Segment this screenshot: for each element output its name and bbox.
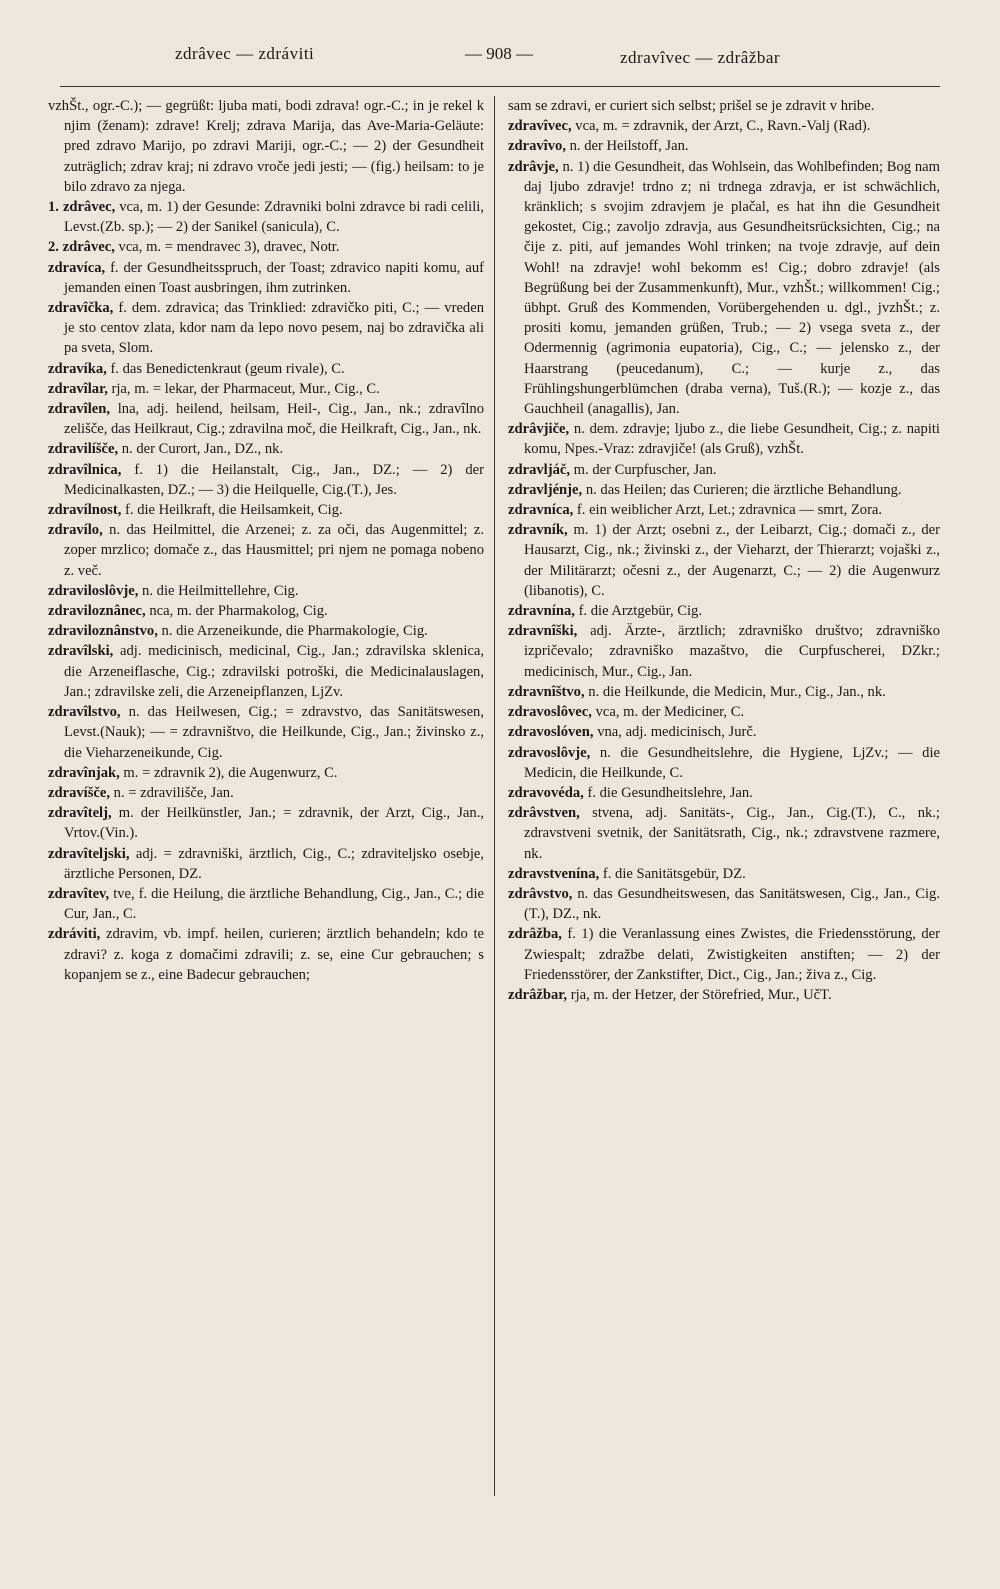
dictionary-entry [508, 783, 940, 803]
dictionary-entry [508, 480, 940, 500]
entry-definition: f. das Benedictenkraut (geum rivale), C. [110, 360, 345, 377]
dictionary-entry [508, 702, 940, 722]
running-header [0, 44, 1000, 74]
entry-definition: f. die Heilkraft, die Heilsamkeit, Cig. [125, 502, 343, 519]
entry-headword: zdravljénje, [508, 481, 583, 498]
dictionary-entry [48, 500, 484, 520]
entry-headword: zdravílo, [48, 522, 103, 539]
dictionary-entry [48, 884, 484, 924]
dictionary-entry [508, 520, 940, 601]
entry-headword: zdraviloslôvje, [48, 582, 139, 599]
dictionary-entry [508, 500, 940, 520]
entry-definition: vca, m. der Mediciner, C. [595, 704, 745, 721]
entry-headword: zdravnîški, [508, 623, 578, 640]
dictionary-entry [48, 439, 484, 459]
entry-definition: m. = zdravnik 2), die Augenwurz, C. [123, 764, 338, 781]
entry-definition: vca, m. 1) der Gesunde: Zdravniki bolni zdravce bi radi celili, Levst.(Zb. sp.); — 2) der Sanikel (sanicula), C. [64, 199, 484, 236]
dictionary-entry [508, 864, 940, 884]
entry-headword: zdravíšče, [48, 784, 111, 801]
entry-headword: zdraviloznânec, [48, 603, 146, 620]
dictionary-entry [48, 197, 484, 237]
entry-headword: zdravoslóven, [508, 724, 594, 741]
header-right-guideword: zdravîvec — zdrâžbar [620, 48, 781, 67]
entry-headword: zdravovéda, [508, 784, 584, 801]
entry-definition: adj. medicinisch, medicinal, Cig., Jan.; zdravilska sklenica, die Arzeneiflasche, Cig.; zdravilski potroški, die Medicinalauslagen, Jan.; zdravilske zeli, die Arzeneipflanzen, LjZv. [64, 643, 484, 700]
dictionary-entry [48, 621, 484, 641]
entry-definition: n. das Heilen; das Curieren; die ärztliche Behandlung. [585, 481, 902, 498]
dictionary-entry [48, 359, 484, 379]
entry-headword: zdravîtelj, [48, 805, 112, 822]
dictionary-entry [508, 621, 940, 682]
dictionary-entry [48, 298, 484, 359]
entry-headword: zdravîvec, [508, 118, 572, 135]
entry-definition: f. die Arztgebür, Cig. [578, 603, 702, 620]
entry-definition: n. die Arzeneikunde, die Pharmakologie, Cig. [161, 623, 428, 640]
entry-headword: 1. zdrâvec, [48, 199, 116, 216]
entry-headword: zdráviti, [48, 926, 101, 943]
entry-headword: zdravnîštvo, [508, 683, 585, 700]
entry-definition: sam se zdravi, er curiert sich selbst; prišel se je zdravit v hribe. [508, 98, 875, 114]
entry-headword: zdrâvjiče, [508, 421, 570, 438]
entry-definition: rja, m. = lekar, der Pharmaceut, Mur., Cig., C. [111, 380, 380, 397]
entry-definition: vna, adj. medicinisch, Jurč. [597, 724, 757, 741]
dictionary-entry [508, 803, 940, 864]
entry-definition: m. 1) der Arzt; osebni z., der Leibarzt, Cig.; domači z., der Hausarzt, Cig., nk.; živinski z., der Vieharzt, der Thierarzt; vojaški z., der Militärarzt; očesni z., der Augenarzt, C.; — 2) die Augenwurz (libanotis), C. [524, 522, 940, 599]
entry-definition: n. der Curort, Jan., DZ., nk. [121, 441, 284, 458]
dictionary-entry [48, 924, 484, 985]
left-column [48, 96, 484, 1586]
entry-definition: n. das Heilwesen, Cig.; = zdravstvo, das Sanitätswesen, Levst.(Nauk); — = zdravništvo, die Heilkunde, Cig., Jan.; živinsko z., die Vieharzeneikunde, Cig. [64, 704, 484, 761]
entry-headword: zdravîtev, [48, 885, 110, 902]
entry-headword: zdravîteljski, [48, 845, 130, 862]
entry-headword: zdravilíšče, [48, 441, 119, 458]
header-rule [60, 86, 940, 87]
entry-definition: n. das Gesundheitswesen, das Sanitätswesen, Cig., Jan., Cig.(T.), DZ., nk. [524, 885, 940, 923]
entry-headword: zdrâvje, [508, 158, 559, 175]
entry-definition: adj. Ärzte-, ärztlich; zdravniško društvo; zdravniško izpričevalo; zdravniško mazaštvo, die Curpfuscherei, DZkr.; medicinisch, Mur., Cig., Jan. [524, 623, 940, 680]
entry-headword: zdravîvo, [508, 138, 566, 155]
entry-definition: nca, m. der Pharmakolog, Cig. [149, 603, 328, 620]
entry-headword: zdravnína, [508, 603, 575, 620]
entry-definition: f. ein weiblicher Arzt, Let.; zdravnica — smrt, Zora. [576, 502, 883, 519]
entry-headword: zdravíka, [48, 360, 107, 377]
entry-headword: zdravíca, [48, 259, 106, 276]
dictionary-entry [508, 419, 940, 459]
column-divider [494, 96, 495, 1496]
dictionary-entry [48, 783, 484, 803]
entry-definition: f. dem. zdravica; das Trinklied: zdravičko piti, C.; — vreden je sto centov zlata, kdor nam da lepo novo pesem, naj bo zdravička ali pa sveta, Slom. [64, 300, 484, 357]
entry-headword: zdravîlen, [48, 401, 111, 418]
dictionary-entry [508, 722, 940, 742]
entry-definition: lna, adj. heilend, heilsam, Heil-, Cig., Jan., nk.; zdravîlno zelišče, das Heilkraut, Cig.; zdravilna moč, die Heilkraft, Cig., Jan., nk. [64, 401, 484, 438]
entry-definition: f. die Sanitätsgebür, DZ. [602, 865, 746, 882]
dictionary-entry [508, 601, 940, 621]
entry-headword: zdravníca, [508, 502, 574, 519]
entry-headword: zdrâvstven, [508, 805, 580, 822]
dictionary-entry [508, 985, 940, 1005]
dictionary-entry [508, 884, 940, 924]
entry-headword: zdravîlski, [48, 643, 114, 660]
dictionary-entry [508, 743, 940, 783]
dictionary-entry [48, 258, 484, 298]
entry-definition: n. 1) die Gesundheit, das Wohlsein, das Wohlbefinden; Bog nam daj ljubo zdravje! trdno z; ni trdnega zdravja, er ist schwächlich, kränklich; s svojim zdravjem je plačal, es hat ihn die Gesundheit gekostet, Cig.; zavoljo zdravja, aus Gesundheitsrücksichten, Cig.; na čije z. piti, auf jemandes Wohl trinken; na tvoje zdravje, auf dein Wohl! na zdravje! wohl bekomm es! Cig.; dobro zdravje! (als Begrüßung bei der Zusammenkunft), Mur., vzhŠt.; willkommen! Cig.; übhpt. Gruß des Kommenden, Vorübergehenden u. dgl., jvzhŠt.; z. prositi komu, jemanden grüßen, Trub.; — 2) vsega sveta z., der Odermennig (agrimonia eupatoria), Cig., C.; — jelensko z., der Haarstrang (peucedanum), C.; — kurje z., das Frühlingshungerblümchen (draba verna), Tuš.(R.); — kozje z., das Gauchheil (anagallis), Jan. [524, 158, 940, 418]
entry-definition: vca, m. = mendravec 3), dravec, Notr. [118, 239, 340, 256]
entry-definition: adj. = zdravniški, ärztlich, Cig., C.; zdraviteljsko osebje, ärztliche Personen, DZ. [64, 845, 484, 882]
dictionary-entry [48, 641, 484, 702]
page-number: — 908 — [465, 44, 533, 63]
entry-headword: zdravoslôvec, [508, 704, 592, 721]
dictionary-entry [508, 460, 940, 480]
entry-definition: m. der Heilkünstler, Jan.; = zdravnik, der Arzt, Cig., Jan., Vrtov.(Vin.). [64, 805, 484, 842]
entry-headword: zdravljáč, [508, 461, 571, 478]
dictionary-entry [508, 116, 940, 136]
entry-definition: tve, f. die Heilung, die ärztliche Behandlung, Cig., Jan., C.; die Cur, Jan., C. [64, 885, 484, 923]
entry-headword: zdravstvenína, [508, 865, 600, 882]
entry-headword: zdraviloznânstvo, [48, 623, 158, 640]
entry-headword: zdravîlar, [48, 380, 108, 397]
dictionary-entry [48, 399, 484, 439]
entry-definition: zdravim, vb. impf. heilen, curieren; ärztlich behandeln; kdo te zdravi? z. koga z domačimi zdravili; z. se, eine Cur gebrauchen; s kopanjem se z., eine Badecur gebrauchen; [64, 926, 484, 983]
entry-headword: zdravník, [508, 522, 568, 539]
entry-definition: stvena, adj. Sanitäts-, Cig., Jan., Cig.(T.), C., nk.; zdravstveni svetnik, der Sanitätsrath, Cig., nk.; zdravstvene razmere, nk. [524, 805, 940, 862]
dictionary-entry [508, 96, 940, 116]
entry-definition: f. die Gesundheitslehre, Jan. [587, 784, 753, 801]
entry-definition: n. die Heilkunde, die Medicin, Mur., Cig., Jan., nk. [588, 683, 886, 700]
dictionary-entry [48, 581, 484, 601]
dictionary-entry [48, 96, 484, 197]
dictionary-entry [48, 702, 484, 763]
entry-definition: f. 1) die Veranlassung eines Zwistes, die Friedensstörung, der Zwiespalt; zdražbe delati, Zwistigkeiten anstiften; — 2) der Friedensstörer, der Zankstifter, Dict., Cig., Jan.; živa z., Cig. [524, 926, 940, 983]
entry-headword: zdrâvstvo, [508, 885, 573, 902]
entry-headword: zdrâžba, [508, 926, 562, 943]
dictionary-entry [48, 237, 484, 257]
dictionary-entry [48, 460, 484, 500]
entry-headword: zdravînjak, [48, 764, 120, 781]
entry-headword: zdravoslôvje, [508, 744, 591, 761]
entry-definition: rja, m. der Hetzer, der Störefried, Mur., UčT. [570, 986, 832, 1003]
dictionary-entry [48, 379, 484, 399]
header-left-guideword: zdrâvec — zdráviti [175, 44, 315, 63]
entry-headword: 2. zdrâvec, [48, 239, 115, 256]
entry-definition: n. die Heilmittellehre, Cig. [142, 582, 299, 599]
entry-definition: vzhŠt., ogr.-C.); — gegrüßt: ljuba mati, bodi zdrava! ogr.-C.; in je rekel k njim (ženam): zdrave! Krelj; zdrava Marija, das Ave-Maria-Geläute: pred zdravo Marijo, po zdravi Mariji, ogr.-C.; — 2) der Gesundheit zuträglich; zdrav kraj; ni zdravo vroče jedi jesti; — (fig.) heilsam: to je bilo zdravo za njega. [48, 98, 484, 195]
dictionary-entry [48, 763, 484, 783]
entry-definition: vca, m. = zdravnik, der Arzt, C., Ravn.-Valj (Rad). [575, 118, 871, 135]
dictionary-entry [508, 157, 940, 420]
dictionary-entry [508, 924, 940, 985]
entry-definition: f. der Gesundheitsspruch, der Toast; zdravico napiti komu, auf jemanden einen Toast ausbringen, ihm zutrinken. [64, 259, 484, 296]
entry-definition: n. dem. zdravje; ljubo z., die liebe Gesundheit, Cig.; z. napiti komu, Npes.-Vraz: zdravjiče! (als Gruß), vzhŠt. [524, 421, 940, 458]
dictionary-entry [48, 803, 484, 843]
entry-definition: n. die Gesundheitslehre, die Hygiene, LjZv.; — die Medicin, die Heilkunde, C. [524, 744, 940, 781]
entry-headword: zdravîlstvo, [48, 704, 121, 721]
entry-definition: m. der Curpfuscher, Jan. [573, 461, 717, 478]
entry-definition: n. = zdravilišče, Jan. [113, 784, 234, 801]
dictionary-entry [48, 520, 484, 581]
entry-headword: zdravílnost, [48, 502, 122, 519]
right-column [508, 96, 940, 1386]
entry-definition: n. der Heilstoff, Jan. [569, 138, 689, 155]
entry-definition: n. das Heilmittel, die Arzenei; z. za oči, das Augenmittel; z. zoper mrzlico; domače z., das Hausmittel; pri njem ne pomaga nobeno z. več. [64, 522, 484, 579]
entry-headword: zdravîlnica, [48, 461, 122, 478]
entry-headword: zdravîčka, [48, 300, 114, 317]
entry-definition: f. 1) die Heilanstalt, Cig., Jan., DZ.; — 2) der Medicinalkasten, DZ.; — 3) die Heilquelle, Cig.(T.), Jes. [64, 461, 484, 498]
entry-headword: zdrâžbar, [508, 986, 568, 1003]
dictionary-entry [48, 601, 484, 621]
dictionary-entry [508, 682, 940, 702]
dictionary-entry [48, 844, 484, 884]
dictionary-entry [508, 136, 940, 156]
